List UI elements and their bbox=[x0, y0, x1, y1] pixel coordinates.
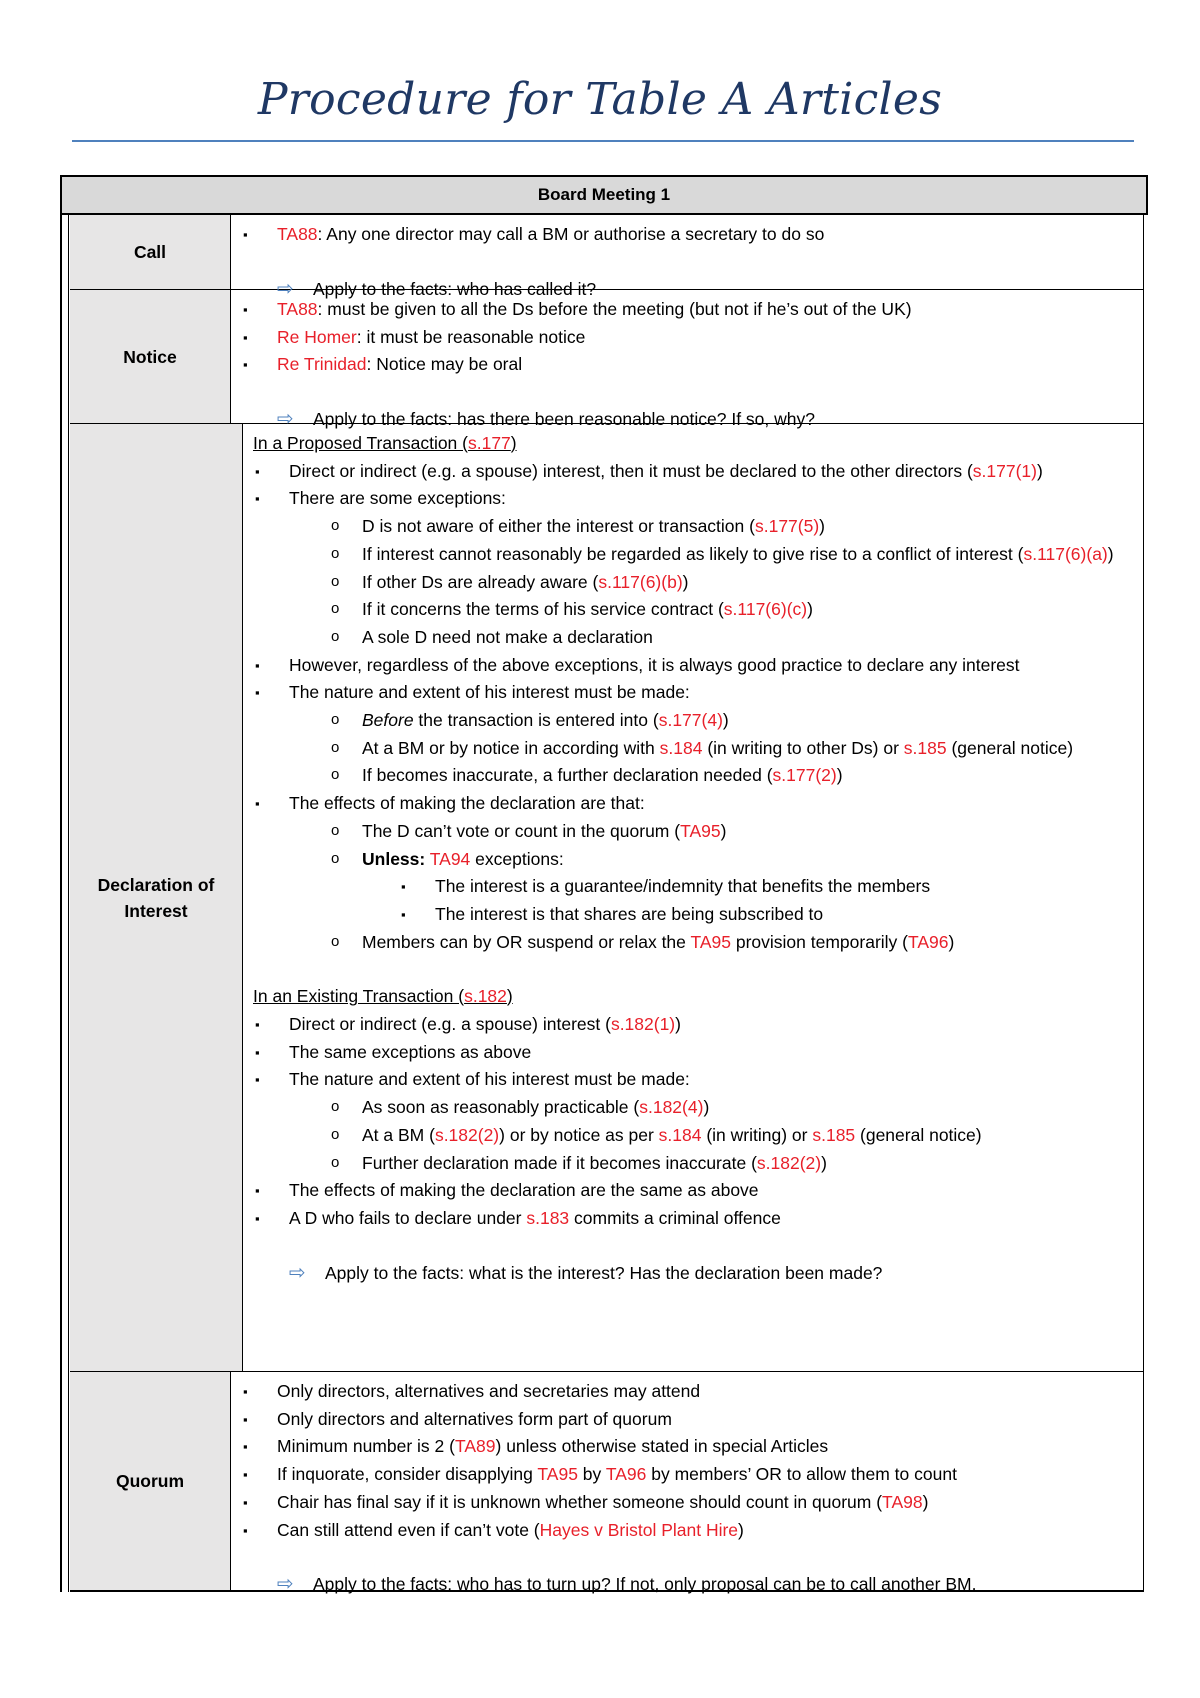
list-item: o As soon as reasonably practicable (s.182(4)) bbox=[253, 1094, 1143, 1122]
row-content-notice bbox=[231, 290, 1144, 431]
arrow-right-icon: ⇨ bbox=[277, 277, 294, 300]
list-item: ▪ The interest is a guarantee/indemnity that benefits the members bbox=[253, 873, 1143, 901]
list-item: ▪ The effects of making the declaration are the same as above bbox=[253, 1177, 1143, 1205]
list-item: ▪ The same exceptions as above bbox=[253, 1039, 1143, 1067]
list-item: o D is not aware of either the interest or transaction (s.177(5)) bbox=[253, 513, 1143, 541]
list-item: ▪ TA88: must be given to all the Ds before the meeting (but not if he’s out of the UK) bbox=[241, 296, 1143, 324]
list-item: ▪ Minimum number is 2 (TA89) unless otherwise stated in special Articles bbox=[241, 1433, 1143, 1461]
row-declaration bbox=[70, 424, 1144, 1372]
row-content-call bbox=[231, 215, 1144, 300]
apply-facts: ⇨ Apply to the facts: who has to turn up? If not, only proposal can be to call another BM. bbox=[241, 1571, 1143, 1599]
page-title: Procedure for Table A Articles bbox=[257, 74, 943, 125]
list-item: ▪ Only directors and alternatives form part of quorum bbox=[241, 1406, 1143, 1434]
row-notice bbox=[70, 290, 1144, 431]
row-label-quorum: Quorum bbox=[70, 1372, 231, 1590]
list-item: ▪ A D who fails to declare under s.183 commits a criminal offence bbox=[253, 1205, 1143, 1233]
list-item: o If it concerns the terms of his service contract (s.117(6)(c)) bbox=[253, 596, 1143, 624]
list-item: ▪ If inquorate, consider disapplying TA95 by TA96 by members’ OR to allow them to count bbox=[241, 1461, 1143, 1489]
list-item: ▪ Direct or indirect (e.g. a spouse) interest, then it must be declared to the other directors (s.177(1)) bbox=[253, 458, 1143, 486]
list-item: ▪ Can still attend even if can’t vote (Hayes v Bristol Plant Hire) bbox=[241, 1517, 1143, 1545]
row-content-declaration bbox=[243, 424, 1144, 1371]
list-item: o If interest cannot reasonably be regarded as likely to give rise to a conflict of interest (s.117(6)(a)) bbox=[253, 541, 1143, 569]
section-heading: In a Proposed Transaction (s.177) bbox=[253, 433, 517, 453]
row-call bbox=[70, 215, 1144, 300]
list-item: ▪ The nature and extent of his interest must be made: bbox=[253, 679, 1143, 707]
procedure-table bbox=[60, 175, 1144, 1596]
title-underline bbox=[72, 140, 1134, 142]
list-item: ▪ However, regardless of the above exceptions, it is always good practice to declare any interest bbox=[253, 652, 1143, 680]
table-header: Board Meeting 1 bbox=[60, 175, 1148, 215]
list-item: o At a BM or by notice in according with s.184 (in writing to other Ds) or s.185 (general notice) bbox=[253, 735, 1143, 763]
list-item: ▪ Chair has final say if it is unknown whether someone should count in quorum (TA98) bbox=[241, 1489, 1143, 1517]
apply-facts: ⇨ Apply to the facts: what is the interest? Has the declaration been made? bbox=[253, 1260, 1143, 1288]
section-heading: In an Existing Transaction (s.182) bbox=[253, 986, 513, 1007]
arrow-right-icon: ⇨ bbox=[277, 1573, 294, 1596]
list-item: o Unless: TA94 exceptions: bbox=[253, 846, 1143, 874]
list-item: ▪ TA88: Any one director may call a BM or authorise a secretary to do so bbox=[241, 221, 1143, 249]
row-label-call: Call bbox=[70, 215, 231, 289]
list-item: o A sole D need not make a declaration bbox=[253, 624, 1143, 652]
list-item: ▪ The nature and extent of his interest must be made: bbox=[253, 1066, 1143, 1094]
list-item: o Further declaration made if it becomes inaccurate (s.182(2)) bbox=[253, 1150, 1143, 1178]
apply-facts: ⇨ Apply to the facts: has there been reasonable notice? If so, why? bbox=[241, 406, 1143, 434]
ref: TA88 bbox=[277, 224, 318, 244]
table-body bbox=[60, 215, 1144, 1596]
list-item: o Members can by OR suspend or relax the TA95 provision temporarily (TA96) bbox=[253, 929, 1143, 957]
list-item: o If other Ds are already aware (s.117(6)(b)) bbox=[253, 569, 1143, 597]
list-item: o If becomes inaccurate, a further declaration needed (s.177(2)) bbox=[253, 762, 1143, 790]
row-label-declaration: Declaration of Interest bbox=[70, 424, 243, 1371]
list-item: o The D can’t vote or count in the quorum (TA95) bbox=[253, 818, 1143, 846]
list-item: ▪ Direct or indirect (e.g. a spouse) interest (s.182(1)) bbox=[253, 1011, 1143, 1039]
row-quorum bbox=[70, 1372, 1144, 1596]
list-item: ▪ There are some exceptions: bbox=[253, 485, 1143, 513]
list-item: ▪ Re Trinidad: Notice may be oral bbox=[241, 351, 1143, 379]
list-item: o Before the transaction is entered into (s.177(4)) bbox=[253, 707, 1143, 735]
list-item: o At a BM (s.182(2)) or by notice as per s.184 (in writing) or s.185 (general notice) bbox=[253, 1122, 1143, 1150]
list-item: ▪ The interest is that shares are being subscribed to bbox=[253, 901, 1143, 929]
list-item: ▪ Only directors, alternatives and secretaries may attend bbox=[241, 1378, 1143, 1406]
row-label-notice: Notice bbox=[70, 290, 231, 423]
list-item: ▪ Re Homer: it must be reasonable notice bbox=[241, 324, 1143, 352]
apply-facts: ⇨ Apply to the facts: who has called it? bbox=[241, 276, 1143, 304]
arrow-right-icon: ⇨ bbox=[277, 408, 294, 431]
list-item: ▪ The effects of making the declaration are that: bbox=[253, 790, 1143, 818]
arrow-right-icon: ⇨ bbox=[289, 1261, 306, 1284]
row-content-quorum bbox=[231, 1372, 1144, 1596]
